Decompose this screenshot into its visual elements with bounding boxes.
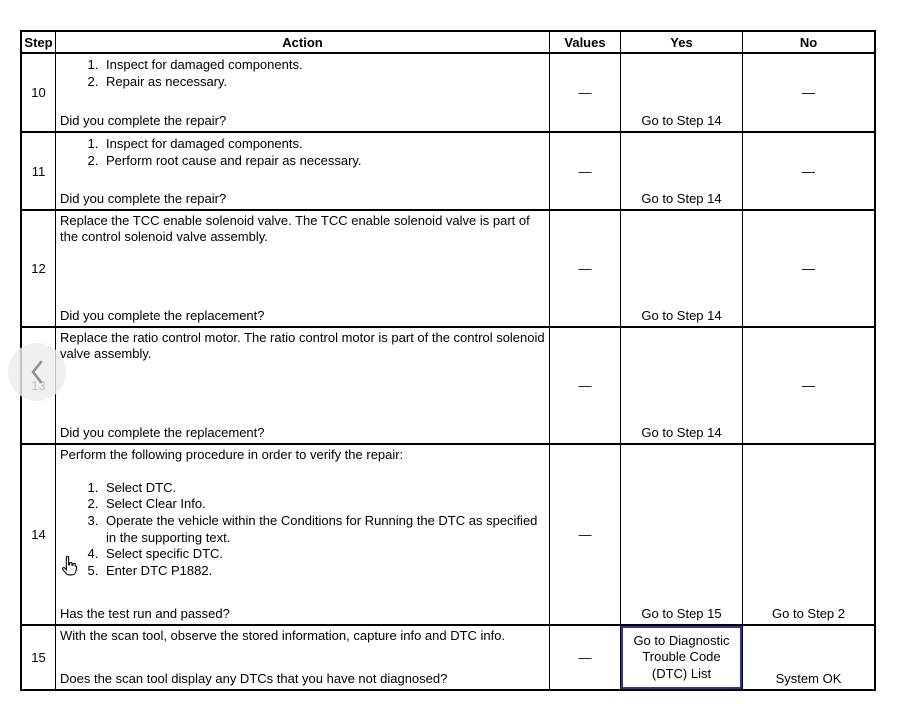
action-question: Did you complete the replacement? (60, 425, 265, 440)
yes-cell: Go to Step 14 (620, 328, 742, 443)
table-row (22, 326, 874, 443)
action-question: Does the scan tool display any DTCs that you have not diagnosed? (60, 671, 448, 686)
yes-cell: Go to Step 15 (620, 445, 742, 624)
table-row (22, 443, 874, 624)
values-cell: — (549, 133, 620, 209)
action-intro: With the scan tool, observe the stored information, capture info and DTC info. (60, 628, 506, 643)
values-cell: — (549, 54, 620, 131)
values-cell: — (549, 626, 620, 689)
step-cell: 15 (31, 650, 46, 665)
header-values: Values (549, 32, 620, 52)
action-list-item: 2. Perform root cause and repair as necessary. (102, 153, 545, 170)
action-question: Did you complete the repair? (60, 191, 227, 206)
step-cell: 14 (31, 527, 46, 542)
action-cell (55, 328, 549, 443)
diagnostic-table (20, 30, 876, 691)
table-row (22, 52, 874, 131)
header-no: No (742, 32, 874, 52)
action-cell (55, 445, 549, 624)
action-list-item: 1. Inspect for damaged components. (102, 136, 545, 153)
values-cell: — (549, 328, 620, 443)
hand-cursor-icon (60, 554, 80, 578)
no-cell: — (742, 328, 874, 443)
table-row (22, 209, 874, 326)
action-list-item: 1. Select DTC. (102, 480, 545, 497)
chevron-left-icon (27, 358, 47, 386)
table-header-row (22, 32, 874, 52)
yes-cell: Go to Step 14 (620, 133, 742, 209)
step-cell: 10 (31, 85, 46, 100)
action-question: Has the test run and passed? (60, 606, 230, 621)
table-row (22, 624, 874, 689)
action-list (60, 57, 545, 90)
no-cell: — (742, 133, 874, 209)
action-intro: Perform the following procedure in order to verify the repair: (60, 447, 404, 462)
no-cell: — (742, 54, 874, 131)
action-list-item: 1. Inspect for damaged components. (102, 57, 545, 74)
yes-cell: Go to Step 14 (620, 54, 742, 131)
header-action: Action (55, 32, 549, 52)
action-cell (55, 626, 549, 689)
header-step: Step (24, 34, 53, 50)
action-cell (55, 54, 549, 131)
yes-cell-highlighted[interactable]: Go to Diagnostic Trouble Code (DTC) List (620, 626, 742, 689)
action-question: Did you complete the repair? (60, 113, 227, 128)
action-list-item: 4. Select specific DTC. (102, 546, 545, 563)
step-cell: 11 (31, 163, 46, 179)
yes-cell: Go to Step 14 (620, 211, 742, 326)
action-list-item: 2. Select Clear Info. (102, 496, 545, 513)
action-list-item: 3. Operate the vehicle within the Conditions for Running the DTC as specified in the supporting text. (102, 513, 545, 546)
action-list (60, 136, 545, 169)
values-cell: — (549, 445, 620, 624)
header-yes: Yes (620, 32, 742, 52)
action-cell (55, 133, 549, 209)
action-list (60, 480, 545, 580)
action-intro: Replace the ratio control motor. The ratio control motor is part of the control solenoid valve assembly. (60, 330, 545, 361)
back-button[interactable] (8, 343, 66, 401)
no-cell: — (742, 211, 874, 326)
action-list-item: 2. Repair as necessary. (102, 74, 545, 91)
no-cell: Go to Step 2 (742, 445, 874, 624)
step-cell: 12 (31, 261, 46, 276)
action-intro: Replace the TCC enable solenoid valve. The TCC enable solenoid valve is part of the control solenoid valve assembly. (60, 213, 530, 244)
table-row (22, 131, 874, 209)
action-question: Did you complete the replacement? (60, 308, 265, 323)
action-list-item: 5. Enter DTC P1882. (102, 563, 545, 580)
action-cell (55, 211, 549, 326)
no-cell: System OK (742, 626, 874, 689)
values-cell: — (549, 211, 620, 326)
